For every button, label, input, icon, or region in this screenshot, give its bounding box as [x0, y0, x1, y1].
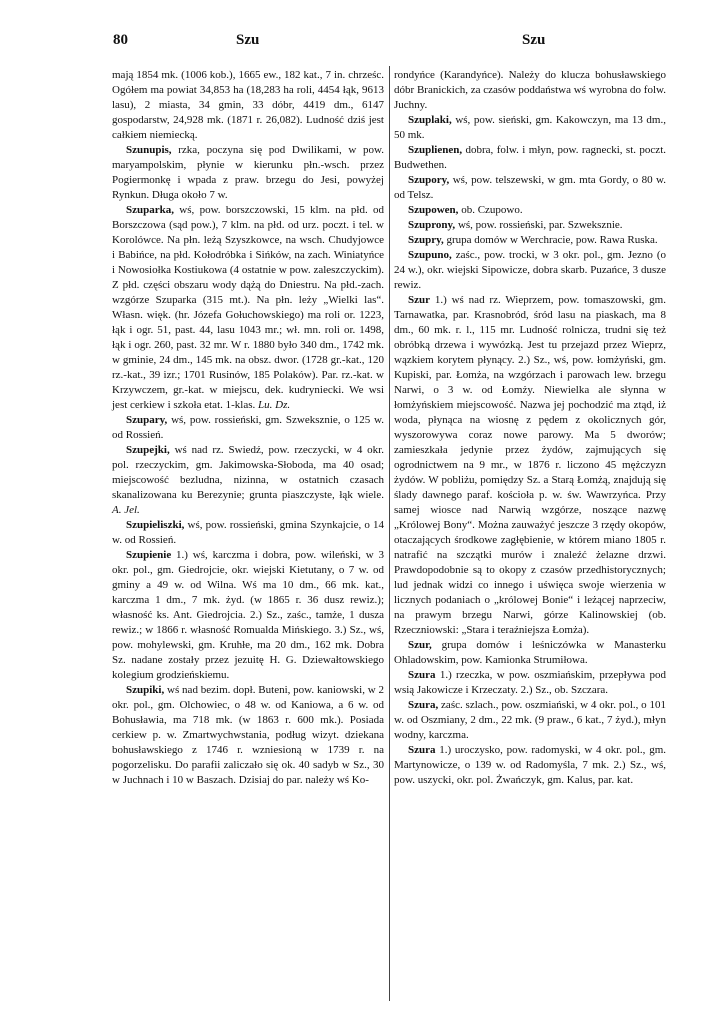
entry-headword: Szura	[408, 744, 436, 756]
entry-headword: Szuplaki,	[408, 114, 452, 126]
entry-szuparka: Szuparka, wś, pow. borszczowski, 15 klm. na płd. od Borszczowa (sąd pow.), 7 klm. na płd. od urz. poczt. i tel. w Korolówce. Na płn. leżą Szyszkowce, na wsch. Chudyjowce i Babińce, na płd. Kołodróbka i Sińków, na zach. Winiatyńce i Nowosiołka Kostiukowa (4 ostatnie w pow. zaleszczyckim). Z płd. części obszaru wody dążą do Dniestru. Na płd.-zach. wzgórze Szuparka (315 mt.). Na płn. leży „Wielki las“. Własn. więk. (hr. Józefa Gołuchowskiego) ma roli or. 1223, łąk i ogr. 51, past. 44, lasu 1043 mr.; wł. mn. roli or. 1498, łąk i ogr. 260, past. 32 mr. W r. 1880 było 340 dm., 1742 mk. w gminie, 24 dm., 145 mk. na obsz. dwor. (1728 gr.-kat., 120 rz.-kat., 39 izr.; 1701 Rusinów, 185 Polaków). Par. rz.-kat. w Krzywczem, gr.-kat. w miejscu, dek. kudryniecki. We wsi jest cerkiew i szkoła etat. 1-klas. Lu. Dz.	[112, 204, 384, 411]
entry-headword: Szura	[408, 669, 436, 681]
entry-headword: Szura,	[408, 699, 439, 711]
entry-szur: Szur 1.) wś nad rz. Wieprzem, pow. tomaszowski, gm. Tarnawatka, par. Krasnobród, śród lasu na piaskach, ma 8 dm., 60 mk. r. l., 115 mr. Ludność rolnicza, trudni się też obróbką drzewa i wywózką. Jest tu przejazd przez Wieprz, wązkiem korytem płynący. 2.) Sz., wś, pow. łomżyński, gm. Kupiski, par. Łomża, na wzgórzach i parowach lew. brzegu Narwi, o 3 w. od Łomży. Niewielka ale słynna w łomżyńskiem miejscowość. Nazwa jej pochodzić ma ztąd, iż woda, płynąca na wiosnę z pędem z okolicznych gór, wyszorowywa coraz nowe parowy. Ma 5 dworów; zamieszkała jedynie przez żydów, zajmujących się ogrodnictwem na 9 mr., w 1876 r. liczono 45 mężczyzn żydów. W pobliżu, pomiędzy Sz. a Starą Łomżą, znajdują się ślady dawnego paraf. kościoła p. w. św. Wawrzyńca. Przy samej wiosce nad Narwią wzgórze, noszące nazwę „Królowej Bony“. Można zauważyć jeszcze 3 rzędy okopów, otaczających środkowe zagłębienie, w którem miano 1805 r. natrafić na szczątki murów i znaleźć żelazne drzwi. Prawdopodobnie są to okopy z czasów przedhistorycznych; lud jednak widzi co innego i uświęca swoje wierzenia w licznych podaniach o „królowej Bonie“ i leżącej naprzeciw, na prawym brzegu Narwi, górze Kalinowskiej (ob. Rzeczniowski: „Stara i teraźniejsza Łomża).	[394, 294, 666, 636]
author-signature: A. Jel.	[112, 504, 140, 516]
entry-headword: Szupary,	[126, 414, 168, 426]
entry-headword: Szuprony,	[408, 219, 456, 231]
entry-szupejki: Szupejki, wś nad rz. Swiedź, pow. rzeczycki, w 4 okr. pol. rzeczyckim, gm. Jakimowska-Słoboda, ma 40 osad; miejscowość bezludna, nizinna, w ostatnich czasach skanalizowana ku Berezynie; grunta piaszczyste, łąk wiele. A. Jel.	[112, 444, 384, 516]
author-signature: Lu. Dz.	[258, 399, 291, 411]
entry-headword: Szur,	[408, 639, 432, 651]
entry-headword: Szupiki,	[126, 684, 165, 696]
entry-szuprony: Szuprony, wś, pow. rossieński, par. Szweksznie.	[408, 219, 623, 231]
entry-szura-3: Szura 1.) uroczysko, pow. radomyski, w 4 okr. pol., gm. Martynowicze, o 139 w. od Radomyśla, 7 mk. 2.) Sz., wś, pow. uszycki, okr. pol. Żwańczyk, gm. Kalus, par. kat.	[394, 744, 666, 786]
entry-szupry: Szupry, grupa domów w Werchracie, pow. Rawa Ruska.	[408, 234, 658, 246]
entry-szura: Szura 1.) rzeczka, w pow. oszmiańskim, przepływa pod wsią Jakowicze i Krzeczaty. 2.) Sz., ob. Szczara.	[394, 669, 666, 696]
entry-szunupis: Szunupis, rzka, poczyna się pod Dwilikami, w pow. maryampolskim, płynie w kierunku płn.-wsch. przez Pogiermonkę i wpada z praw. brzegu do Jesi, powyżej Rynkun. Długa około 7 w.	[112, 144, 384, 201]
entry-szuplienen: Szuplienen, dobra, folw. i młyn, pow. ragnecki, st. poczt. Budwethen.	[394, 144, 666, 171]
entry: rondyńce (Karandyńce). Należy do klucza bohusławskiego dóbr Branickich, za czasów poddaństwa wś wyrobna do folw. Juchny.	[394, 69, 666, 111]
entry-headword: Szupieliszki,	[126, 519, 185, 531]
entry-headword: Szupejki,	[126, 444, 170, 456]
entry-headword: Szunupis,	[126, 144, 172, 156]
entry-szuplaki: Szuplaki, wś, pow. sieński, gm. Kakowczyn, ma 13 dm., 50 mk.	[394, 114, 666, 141]
entry-szupowen: Szupowen, ob. Czupowo.	[408, 204, 523, 216]
entry-headword: Szupry,	[408, 234, 444, 246]
running-headword-left: Szu	[236, 32, 260, 48]
entry-szur-2: Szur, grupa domów i leśniczówka w Manasterku Ohladowskim, pow. Kamionka Strumiłowa.	[394, 639, 666, 666]
entry-headword: Szupuno,	[408, 249, 452, 261]
entry-headword: Szuparka,	[126, 204, 174, 216]
entry: mają 1854 mk. (1006 kob.), 1665 ew., 182 kat., 7 in. chrześc. Ogółem ma powiat 34,853 ha (18,283 ha roli, 4454 łąk, 9613 lasu), 2 miasta, 34 gmin, 33 dóbr, 4419 dm., 6147 gospodarstw, 24,928 mk. (1871 r. 26,082). Ludność dziś jest całkiem niemiecką.	[112, 69, 384, 141]
page-header	[0, 32, 720, 56]
entry-szupieliszki: Szupieliszki, wś, pow. rossieński, gmina Szynkajcie, o 14 w. od Rossień.	[112, 519, 384, 546]
entry-headword: Szuplienen,	[408, 144, 463, 156]
right-column	[394, 68, 666, 788]
left-column	[112, 68, 384, 788]
entry-szupuno: Szupuno, zaśc., pow. trocki, w 3 okr. pol., gm. Jezno (o 24 w.), okr. wiejski Sipowicze, dobra skarb. Puzańce, 3 dusze rewiz.	[394, 249, 666, 291]
running-headword-right: Szu	[522, 32, 546, 48]
entry-szupienie: Szupienie 1.) wś, karczma i dobra, pow. wileński, w 3 okr. pol., gm. Giedrojcie, okr. wiejski Kietutany, o 7 w. od gminy a 49 w. od Wilna. Wś ma 10 dm., 66 mk. kat., karczma 1 dm., 7 mk. żyd. (w 1865 r. 36 dusz rewiz.); własność ks. Ant. Giedrojcia. 2.) Sz., zaśc., tamże, 1 dusza rewiz.; w 1866 r. własność Romualda Mińskiego. 3.) Sz., wś, pow. mohylewski, gm. Kruhłe, ma 20 dm., 162 mk. Dobra Sz. nadane zostały przez jezuitę H. G. Dziewałtowskiego kolegium grodzieńskiemu.	[112, 549, 384, 681]
entry-szupiki: Szupiki, wś nad bezim. dopł. Buteni, pow. kaniowski, w 2 okr. pol., gm. Olchowiec, o 48 w. od Kaniowa, a 6 w. od Bohusławia, ma 718 mk. (w 1863 r. 600 mk.). Posiada cerkiew p. w. Zmartwychwstania, podług wizyt. dziekana bohusławskiego z 1746 r. wzniesioną w 1739 r. na pogorzelisku. Do parafii zaliczało się ok. 40 sadyb w Sz., 30 w Juchnach i 10 w Baszach. Dzisiaj do par. należy wś Ko-	[112, 684, 384, 786]
entry-headword: Szupowen,	[408, 204, 459, 216]
entry-szupary: Szupary, wś, pow. rossieński, gm. Szweksznie, o 125 w. od Rossień.	[112, 414, 384, 441]
column-divider	[389, 66, 390, 1001]
page-number: 80	[113, 32, 128, 48]
entry-headword: Szur	[408, 294, 430, 306]
entry-headword: Szupienie	[126, 549, 172, 561]
entry-szupory: Szupory, wś, pow. telszewski, w gm. mta Gordy, o 80 w. od Telsz.	[394, 174, 666, 201]
entry-szura-2: Szura, zaśc. szlach., pow. oszmiański, w 4 okr. pol., o 101 w. od Oszmiany, 2 dm., 22 mk. (9 praw., 6 kat., 7 żyd.), młyn wodny, karczma.	[394, 699, 666, 741]
entry-headword: Szupory,	[408, 174, 450, 186]
